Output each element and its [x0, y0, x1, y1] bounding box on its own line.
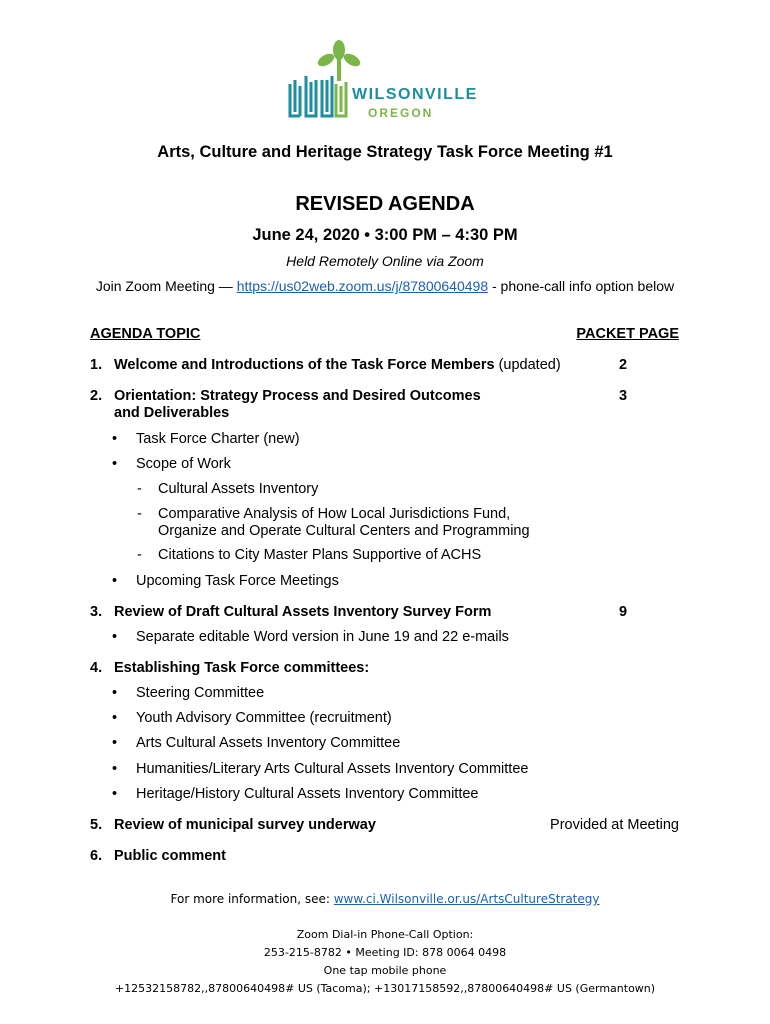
sub-list-item: - Cultural Assets Inventory — [137, 481, 319, 497]
item-title: Review of municipal survey underway — [114, 817, 376, 833]
item-page: Provided at Meeting — [550, 817, 679, 833]
bullet-icon: • — [112, 431, 118, 447]
item-number: 1. — [90, 357, 103, 373]
join-prefix: Join Zoom Meeting — — [95, 278, 237, 294]
item-number: 6. — [90, 848, 103, 864]
tap-line: +12532158782,,87800640498# US (Tacoma); +13017158592,,87800640498# US (Germantown) — [114, 982, 656, 995]
item-title: Public comment — [114, 848, 226, 864]
zoom-link[interactable]: https://us02web.zoom.us/j/87800640498 — [236, 278, 489, 294]
bullet-icon: • — [112, 786, 118, 802]
logo-text-oregon: OREGON — [368, 106, 434, 120]
wilsonville-logo — [286, 36, 486, 124]
dash-icon: - — [137, 481, 142, 497]
list-item: • Upcoming Task Force Meetings — [112, 573, 339, 589]
item-number: 4. — [90, 660, 103, 676]
item-title: Welcome and Introductions of the Task Force Members — [114, 357, 495, 373]
agenda-item-3 — [0, 604, 770, 624]
packet-page-header: PACKET PAGE — [576, 326, 679, 342]
item-title-line1: Orientation: Strategy Process and Desired Outcomes — [114, 388, 481, 404]
agenda-item-1 — [0, 357, 770, 377]
tap-title: One tap mobile phone — [323, 964, 447, 977]
held-line: Held Remotely Online via Zoom — [286, 253, 484, 269]
dash-icon: - — [137, 506, 142, 522]
list-item: • Scope of Work — [112, 456, 231, 472]
bullet-icon: • — [112, 685, 118, 701]
meeting-date: June 24, 2020 • 3:00 PM – 4:30 PM — [252, 226, 518, 244]
bullet-icon: • — [112, 456, 118, 472]
bullet-icon: • — [112, 629, 118, 645]
dash-icon: - — [137, 547, 142, 563]
bullet-icon: • — [112, 761, 118, 777]
dial-line: 253-215-8782 • Meeting ID: 878 0064 0498 — [263, 946, 507, 959]
item-title: Review of Draft Cultural Assets Inventory Survey Form — [114, 604, 492, 620]
info-line — [0, 892, 770, 906]
item-note: (updated) — [494, 357, 561, 373]
item-number: 5. — [90, 817, 103, 833]
logo-text-wilsonville: WILSONVILLE — [352, 86, 478, 103]
list-item: • Heritage/History Cultural Assets Inventory Committee — [112, 786, 479, 802]
bullet-icon: • — [112, 735, 118, 751]
dial-title: Zoom Dial-in Phone-Call Option: — [296, 928, 474, 941]
item-title: Establishing Task Force committees: — [114, 660, 370, 676]
info-link[interactable]: www.ci.Wilsonville.or.us/ArtsCultureStrategy — [333, 892, 600, 906]
agenda-item-6 — [0, 848, 770, 868]
agenda-item-4 — [0, 660, 770, 680]
list-item: • Youth Advisory Committee (recruitment) — [112, 710, 392, 726]
item-page: 2 — [619, 357, 628, 373]
agenda-topic-header: AGENDA TOPIC — [90, 326, 201, 342]
list-item: • Humanities/Literary Arts Cultural Assets Inventory Committee — [112, 761, 529, 777]
bullet-icon: • — [112, 710, 118, 726]
item-number: 2. — [90, 388, 103, 404]
list-item: • Steering Committee — [112, 685, 265, 701]
agenda-item-5 — [0, 817, 770, 837]
item-number: 3. — [90, 604, 103, 620]
item-page: 3 — [619, 388, 628, 404]
agenda-item-2 — [0, 388, 770, 428]
sub-list-item: - Comparative Analysis of How Local Jurisdictions Fund, Organize and Operate Cultural Centers and Programming — [137, 506, 530, 539]
list-item: • Arts Cultural Assets Inventory Committee — [112, 735, 401, 751]
item-title-line2: and Deliverables — [114, 405, 230, 421]
meeting-title: Arts, Culture and Heritage Strategy Task Force Meeting #1 — [157, 143, 613, 161]
join-line — [0, 278, 770, 294]
list-item: • Separate editable Word version in June 19 and 22 e-mails — [112, 629, 509, 645]
sub-list-item: - Citations to City Master Plans Supportive of ACHS — [137, 547, 482, 563]
item-page: 9 — [619, 604, 628, 620]
agenda-title: REVISED AGENDA — [295, 193, 475, 215]
info-prefix: For more information, see: — [170, 892, 334, 906]
list-item: • Task Force Charter (new) — [112, 431, 300, 447]
join-suffix: - phone-call info option below — [488, 278, 675, 294]
bullet-icon: • — [112, 573, 118, 589]
